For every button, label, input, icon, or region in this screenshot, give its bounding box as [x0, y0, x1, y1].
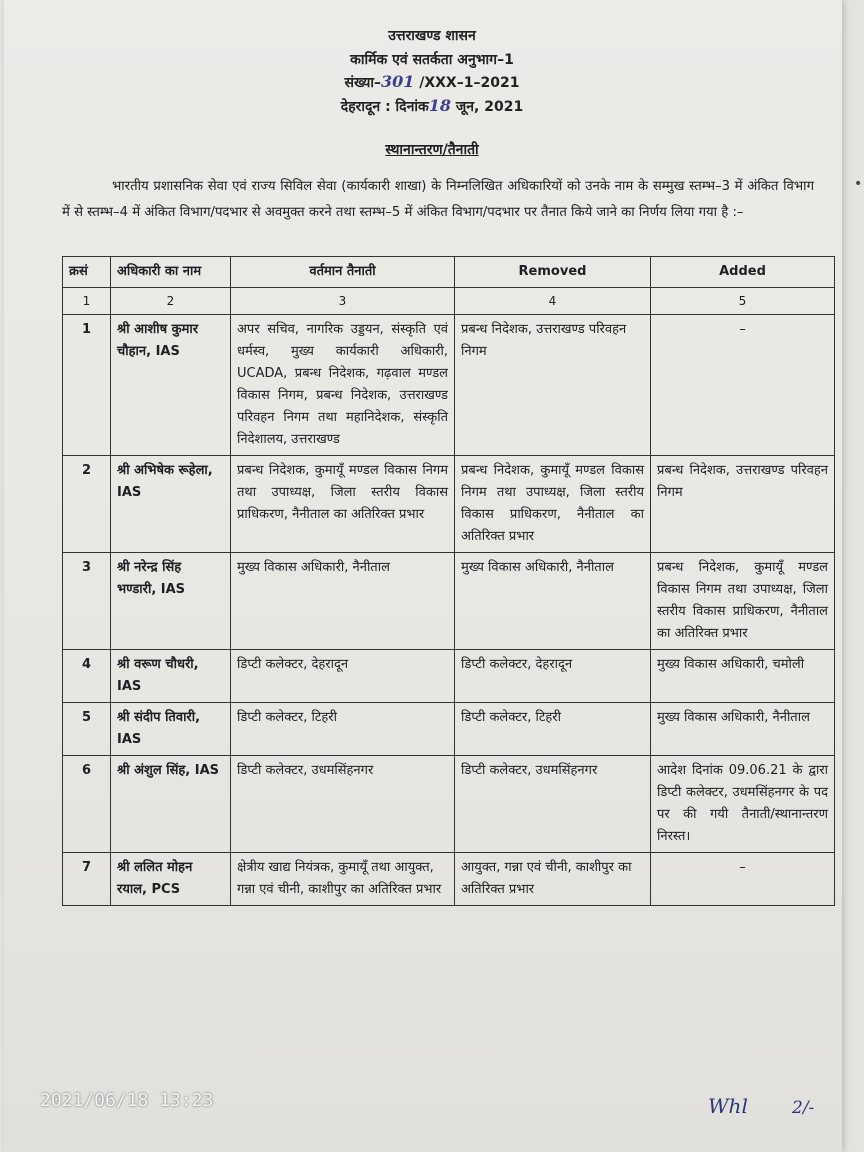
table-row [63, 756, 835, 853]
col-number: 1 [63, 288, 111, 315]
current-posting: डिप्टी कलेक्टर, टिहरी [231, 703, 455, 756]
serial-number: 3 [63, 553, 111, 650]
col-header-sn: क्रसं [63, 257, 111, 288]
reference-number: संख्या–301 /XXX–1–2021 [344, 72, 520, 91]
removed-charge: डिप्टी कलेक्टर, उधमसिंहनगर [455, 756, 651, 853]
officer-name: श्री आशीष कुमार चौहान, IAS [111, 315, 231, 456]
serial-number: 4 [63, 650, 111, 703]
department-line: कार्मिक एवं सतर्कता अनुभाग–1 [350, 52, 514, 68]
removed-charge: डिप्टी कलेक्टर, देहरादून [455, 650, 651, 703]
col-number: 3 [231, 288, 455, 315]
table-row [63, 315, 835, 456]
transfer-table [62, 256, 835, 906]
page-number: 2/- [792, 1098, 815, 1118]
current-posting: प्रबन्ध निदेशक, कुमायूँ मण्डल विकास निगम तथा उपाध्यक्ष, जिला स्तरीय विकास प्राधिकरण, नैनीताल का अतिरिक्त प्रभार [231, 456, 455, 553]
table-row [63, 703, 835, 756]
officer-name: श्री अभिषेक रूहेला, IAS [111, 456, 231, 553]
current-posting: डिप्टी कलेक्टर, देहरादून [231, 650, 455, 703]
col-header-removed: Removed [455, 257, 651, 288]
officer-name: श्री ललित मोहन रयाल, PCS [111, 853, 231, 906]
added-charge: आदेश दिनांक 09.06.21 के द्वारा डिप्टी कलेक्टर, उधमसिंहनगर के पद पर की गयी तैनाती/स्थानान्तरण निरस्त। [651, 756, 835, 853]
current-posting: डिप्टी कलेक्टर, उधमसिंहनगर [231, 756, 455, 853]
removed-charge: डिप्टी कलेक्टर, टिहरी [455, 703, 651, 756]
officer-name: श्री अंशुल सिंह, IAS [111, 756, 231, 853]
table-row [63, 650, 835, 703]
table-header-row [63, 257, 835, 288]
photo-timestamp: 2021/06/18 13:23 [40, 1090, 214, 1111]
added-charge: प्रबन्ध निदेशक, कुमायूँ मण्डल विकास निगम तथा उपाध्यक्ष, जिला स्तरीय विकास प्राधिकरण, नैनीताल का अतिरिक्त प्रभार [651, 553, 835, 650]
serial-number: 2 [63, 456, 111, 553]
table-row [63, 553, 835, 650]
col-number: 5 [651, 288, 835, 315]
added-charge: प्रबन्ध निदेशक, उत्तराखण्ड परिवहन निगम [651, 456, 835, 553]
serial-number: 5 [63, 703, 111, 756]
column-number-row [63, 288, 835, 315]
margin-mark: • [854, 176, 863, 192]
table-row [63, 456, 835, 553]
current-posting: मुख्य विकास अधिकारी, नैनीताल [231, 553, 455, 650]
officer-name: श्री वरूण चौधरी, IAS [111, 650, 231, 703]
col-header-name: अधिकारी का नाम [111, 257, 231, 288]
added-charge: मुख्य विकास अधिकारी, नैनीताल [651, 703, 835, 756]
removed-charge: मुख्य विकास अधिकारी, नैनीताल [455, 553, 651, 650]
serial-number: 6 [63, 756, 111, 853]
added-charge: – [651, 315, 835, 456]
govt-header: उत्तराखण्ड शासन [388, 28, 476, 44]
current-posting: अपर सचिव, नागरिक उड्डयन, संस्कृति एवं धर्मस्व, मुख्य कार्यकारी अधिकारी, UCADA, प्रबन्ध निदेशक, गढ़वाल मण्डल विकास निगम, प्रबन्ध निदेशक, उत्तराखण्ड परिवहन निगम तथा महानिदेशक, संस्कृति निदेशालय, उत्तराखण्ड [231, 315, 455, 456]
officer-name: श्री संदीप तिवारी, IAS [111, 703, 231, 756]
removed-charge: प्रबन्ध निदेशक, उत्तराखण्ड परिवहन निगम [455, 315, 651, 456]
added-charge: – [651, 853, 835, 906]
order-date: देहरादून : दिनांक18 जून, 2021 [340, 96, 524, 115]
serial-number: 1 [63, 315, 111, 456]
officer-name: श्री नरेन्द्र सिंह भण्डारी, IAS [111, 553, 231, 650]
col-header-current: वर्तमान तैनाती [231, 257, 455, 288]
current-posting: क्षेत्रीय खाद्य नियंत्रक, कुमायूँ तथा आयुक्त, गन्ना एवं चीनी, काशीपुर का अतिरिक्त प्रभार [231, 853, 455, 906]
intro-paragraph: भारतीय प्रशासनिक सेवा एवं राज्य सिविल सेवा (कार्यकारी शाखा) के निम्नलिखित अधिकारियों को उनके नाम के सम्मुख स्तम्भ–3 में अंकित विभाग में से स्तम्भ–4 में अंकित विभाग/पदभार से अवमुक्त करने तथा स्तम्भ–5 में अंकित विभाग/पदभार पर तैनात किये जाने का निर्णय लिया गया है :– [62, 179, 814, 220]
added-charge: मुख्य विकास अधिकारी, चमोली [651, 650, 835, 703]
serial-number: 7 [63, 853, 111, 906]
col-number: 2 [111, 288, 231, 315]
col-header-added: Added [651, 257, 835, 288]
table-row [63, 853, 835, 906]
col-number: 4 [455, 288, 651, 315]
handwritten-signature: Whl [708, 1094, 748, 1118]
subject-title: स्थानान्तरण/तैनाती [385, 142, 479, 158]
removed-charge: प्रबन्ध निदेशक, कुमायूँ मण्डल विकास निगम तथा उपाध्यक्ष, जिला स्तरीय विकास प्राधिकरण, नैनीताल का अतिरिक्त प्रभार [455, 456, 651, 553]
removed-charge: आयुक्त, गन्ना एवं चीनी, काशीपुर का अतिरिक्त प्रभार [455, 853, 651, 906]
